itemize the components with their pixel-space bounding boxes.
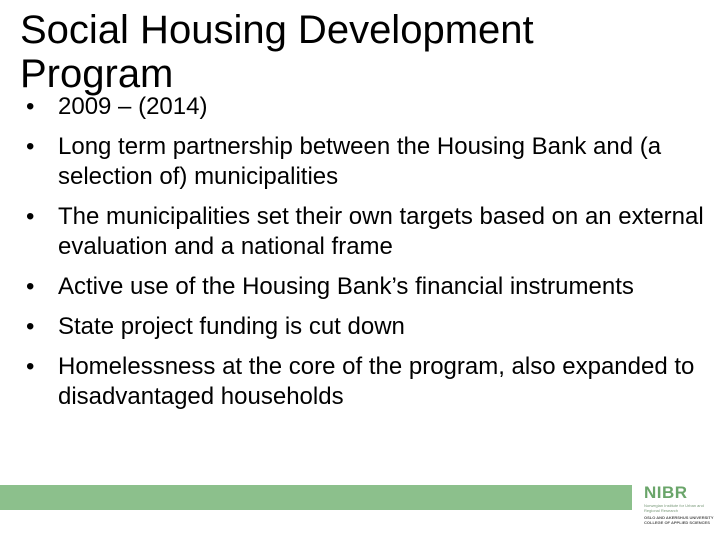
bullet-list [24, 92, 704, 422]
bullet-icon: • [26, 93, 35, 120]
logo-name: NIBR [644, 483, 688, 502]
bullet-text: The municipalities set their own targets based on an external evaluation and a national frame [58, 203, 704, 260]
bullet-icon: • [26, 353, 35, 380]
bullet-icon: • [26, 203, 35, 230]
bullet-item [24, 92, 704, 122]
bullet-item [24, 132, 704, 192]
bullet-text: State project funding is cut down [58, 313, 405, 340]
nibr-logo [644, 484, 716, 538]
logo-subtitle: Norwegian Institute for Urban and Regional Research [644, 503, 704, 513]
bullet-text: Homelessness at the core of the program, also expanded to disadvantaged households [58, 353, 695, 410]
logo-college: OSLO AND AKERSHUS UNIVERSITY COLLEGE OF APPLIED SCIENCES [644, 515, 714, 525]
bullet-text: Long term partnership between the Housing Bank and (a selection of) municipalities [58, 133, 662, 190]
footer-bar [0, 485, 632, 510]
bullet-icon: • [26, 133, 35, 160]
bullet-item [24, 202, 704, 262]
bullet-icon: • [26, 273, 35, 300]
bullet-item [24, 352, 704, 412]
slide-title: Social Housing Development Program [20, 8, 534, 96]
bullet-item [24, 272, 704, 302]
bullet-text: Active use of the Housing Bank’s financial instruments [58, 273, 634, 300]
bullet-icon: • [26, 313, 35, 340]
bullet-item [24, 312, 704, 342]
bullet-text: 2009 – (2014) [58, 93, 208, 120]
